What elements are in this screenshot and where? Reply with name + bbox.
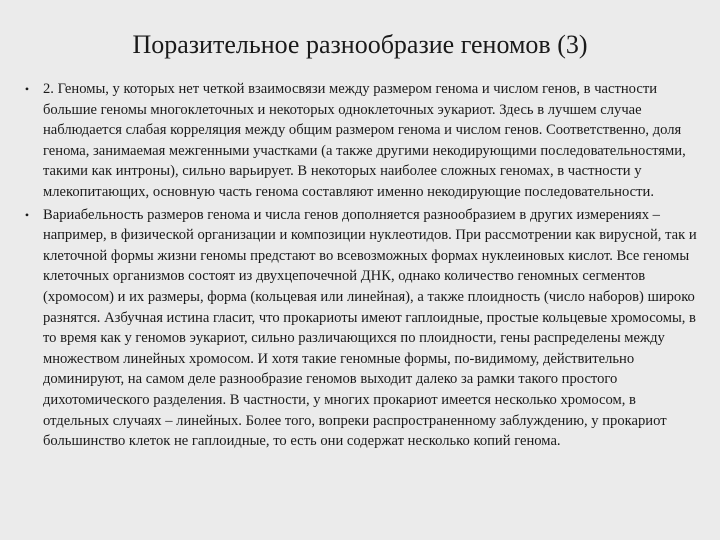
bullet-list <box>22 79 697 452</box>
slide-title: Поразительное разнообразие геномов (3) <box>132 30 588 59</box>
bullet-text: 2. Геномы, у которых нет четкой взаимосвязи между размером генома и числом генов, в частности большие геномы многоклеточных и некоторых одноклеточных эукариот. Здесь в лучшем случае наблюдается слабая корреляция между общим размером генома и числом генов. Соответственно, доля генома, занимаемая межгенными участками (а также другими некодирующими последовательностями, такими как интроны), сильно варьирует. В некоторых наиболее сложных геномах, в частности у млекопитающих, основную часть генома составляют именно некодирующие последовательности. <box>43 81 686 200</box>
bullet-icon: • <box>24 82 30 96</box>
bullet-icon: • <box>24 207 30 222</box>
bullet-item <box>22 79 697 203</box>
bullet-item <box>22 205 697 452</box>
bullet-text: Вариабельность размеров генома и числа генов дополняется разнообразием в других измерениях – например, в физической организации и композиции нуклеотидов. При рассмотрении как вирусной, так и клеточной формы жизни геномы предстают во всевозможных формах нуклеиновых кислот. Все геномы клеточных организмов состоят из двухцепочечной ДНК, однако количество геномных сегментов (хромосом) и их размеры, форма (кольцевая или линейная), а также плоидность (число наборов) широко разнятся. Азбучная истина гласит, что прокариоты имеют гаплоидные, простые кольцевые хромосомы, в то время как у геномов эукариот, сильно различающихся по плоидности, гены распределены между множеством линейных хромосом. И хотя такие геномные формы, по-видимому, действительно доминируют, на самом деле разнообразие геномов выходит далеко за рамки такого простого дихотомического разделения. В частности, у многих прокариот имеется несколько хромосом, в отдельных случаях – линейных. Более того, вопреки распространенному заблуждению, у прокариот большинство клеток не гаплоидные, то есть они содержат несколько копий генома. <box>43 206 697 450</box>
